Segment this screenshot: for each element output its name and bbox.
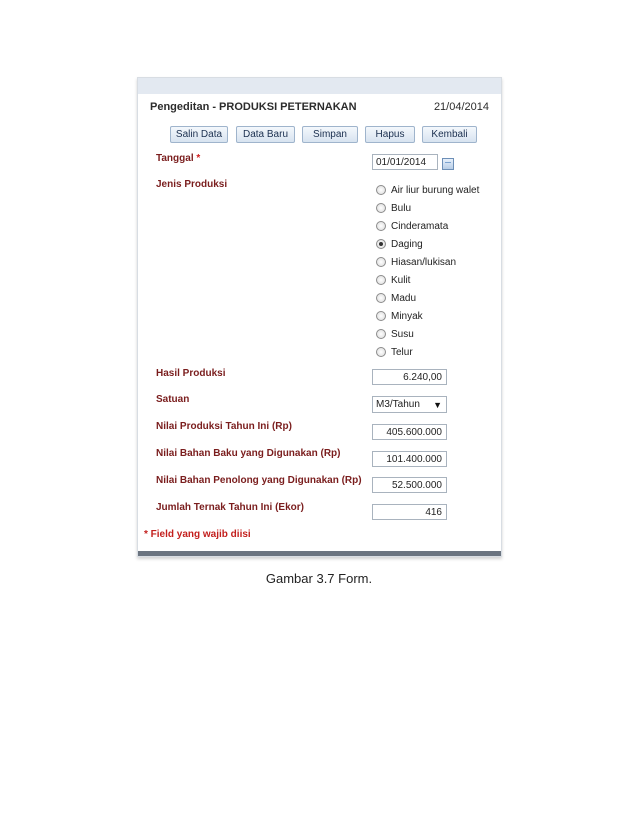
hasil-produksi-label: Hasil Produksi [156,368,226,379]
dropdown-arrow-icon[interactable]: ▼ [433,400,442,410]
satuan-select[interactable] [372,396,447,413]
hasil-produksi-input[interactable]: 6.240,00 [372,369,447,385]
radio-option-madu[interactable] [376,290,416,306]
radio-button[interactable] [376,329,386,339]
salin-data-button[interactable]: Salin Data [170,126,228,143]
nilai-produksi-input[interactable]: 405.600.000 [372,424,447,440]
radio-button[interactable] [376,257,386,267]
radio-label: Kulit [391,274,411,286]
form-header [150,101,489,117]
radio-button[interactable] [376,311,386,321]
satuan-label: Satuan [156,394,190,405]
hapus-button[interactable]: Hapus [365,126,415,143]
tanggal-label: Tanggal * [156,153,201,164]
nilai-produksi-label: Nilai Produksi Tahun Ini (Rp) [156,421,292,432]
calendar-icon[interactable] [442,158,454,170]
nilai-bahan-penolong-input[interactable]: 52.500.000 [372,477,447,493]
radio-label: Madu [391,292,417,304]
radio-option-bulu[interactable] [376,200,411,216]
jumlah-ternak-label: Jumlah Ternak Tahun Ini (Ekor) [156,502,304,513]
radio-option-air-liur-burung-walet[interactable] [376,182,479,198]
radio-option-cinderamata[interactable] [376,218,448,234]
radio-label: Daging [391,238,423,250]
radio-option-minyak[interactable] [376,308,423,324]
radio-label: Susu [391,328,414,340]
radio-option-hiasan-lukisan[interactable] [376,254,456,270]
jumlah-ternak-input[interactable]: 416 [372,504,447,520]
required-field-footnote: * Field yang wajib diisi [144,529,251,540]
radio-label: Minyak [391,310,423,322]
radio-option-telur[interactable] [376,344,413,360]
radio-option-daging[interactable] [376,236,423,252]
radio-label: Cinderamata [391,220,449,232]
tanggal-input[interactable]: 01/01/2014 [372,154,438,170]
figure-caption: Gambar 3.7 Form. [265,571,373,586]
radio-button[interactable] [376,293,386,303]
radio-button-selected[interactable] [376,239,386,249]
simpan-button[interactable]: Simpan [302,126,358,143]
form-date: 21/04/2014 [433,101,489,113]
radio-button[interactable] [376,185,386,195]
radio-button[interactable] [376,203,386,213]
kembali-button[interactable]: Kembali [422,126,477,143]
form-title: Pengeditan - PRODUKSI PETERNAKAN [150,101,357,113]
radio-button[interactable] [376,275,386,285]
radio-label: Air liur burung walet [391,184,480,196]
radio-button[interactable] [376,347,386,357]
radio-option-kulit[interactable] [376,272,410,288]
nilai-bahan-baku-label: Nilai Bahan Baku yang Digunakan (Rp) [156,448,341,459]
radio-option-susu[interactable] [376,326,414,342]
nilai-bahan-penolong-label: Nilai Bahan Penolong yang Digunakan (Rp) [156,475,362,486]
form-screenshot [137,77,502,557]
required-mark: * [196,153,201,164]
radio-button[interactable] [376,221,386,231]
data-baru-button[interactable]: Data Baru [236,126,295,143]
nilai-bahan-baku-input[interactable]: 101.400.000 [372,451,447,467]
window-top-strip [138,78,501,94]
jenis-produksi-label: Jenis Produksi [156,179,228,190]
radio-label: Hiasan/lukisan [391,256,457,268]
window-bottom-bar [138,551,501,556]
radio-label: Telur [391,346,413,358]
satuan-selected-value: M3/Tahun [376,399,420,410]
radio-label: Bulu [391,202,412,214]
